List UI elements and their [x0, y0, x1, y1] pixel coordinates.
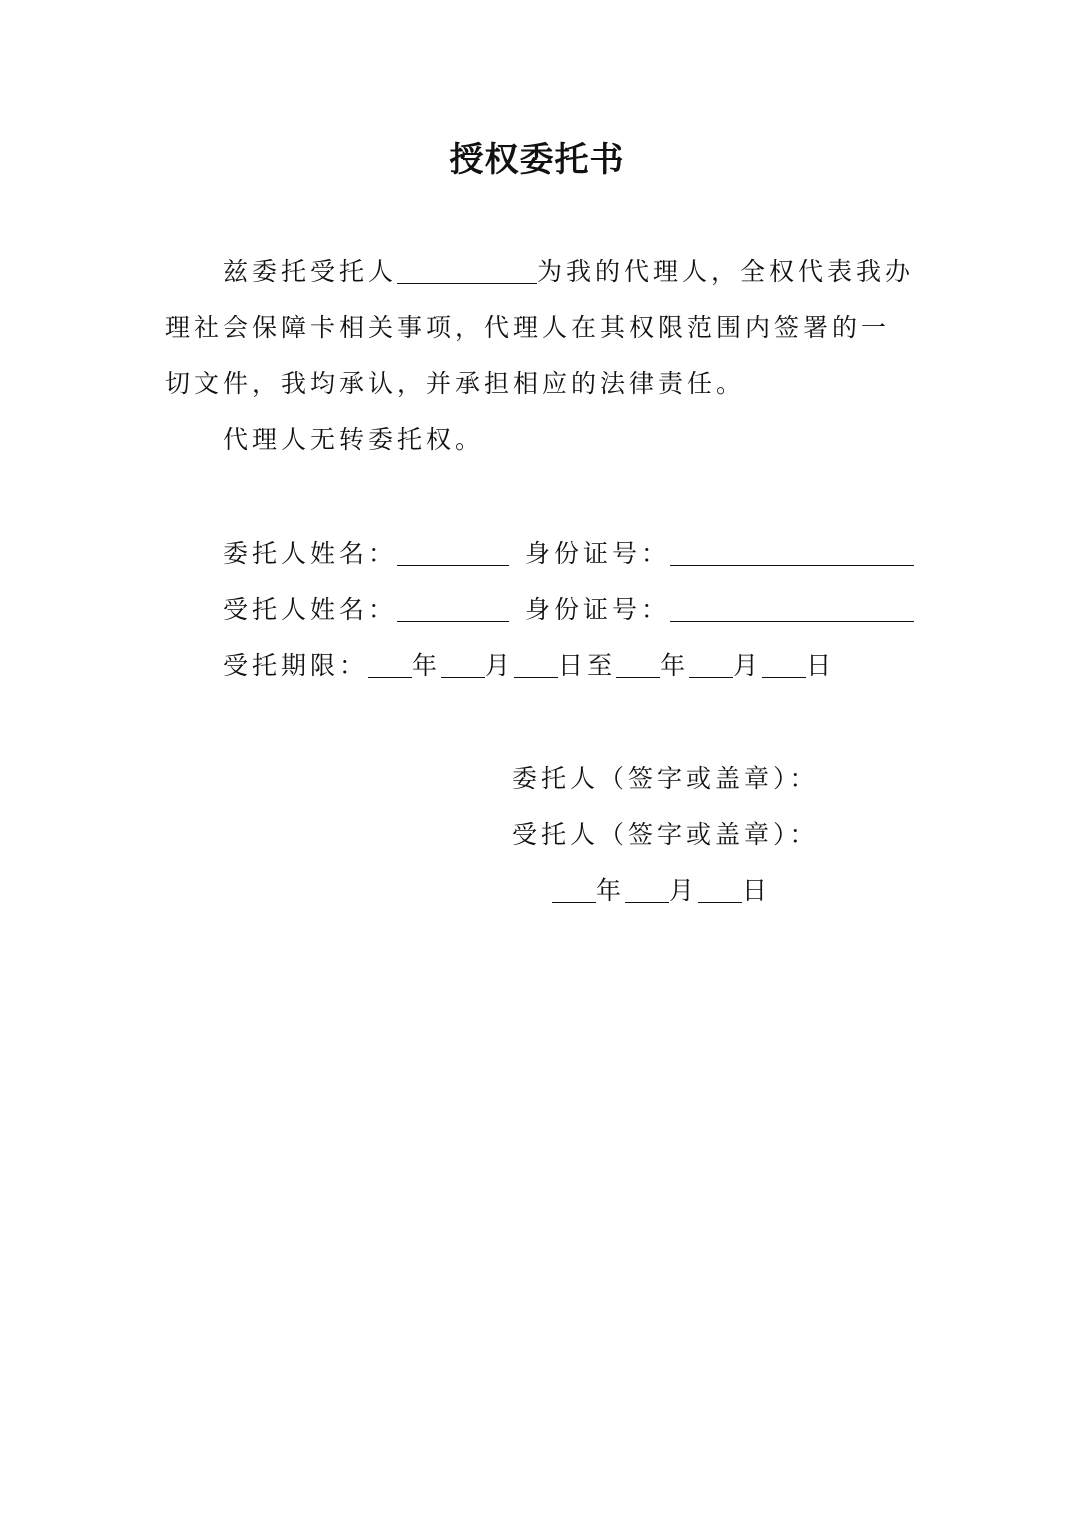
- paragraph-authorization: [165, 244, 915, 412]
- agent-name-blank-2[interactable]: [397, 595, 509, 622]
- year-text: 年: [596, 876, 626, 905]
- start-year-blank[interactable]: [368, 651, 412, 678]
- month-text: 月: [485, 651, 515, 680]
- agent-name-label: 受托人姓名：: [223, 595, 398, 624]
- agent-signature-line: 受托人（签字或盖章）：: [512, 820, 819, 849]
- start-day-blank[interactable]: [514, 651, 558, 678]
- principal-id-blank[interactable]: [670, 539, 914, 566]
- principal-id-label: 身份证号：: [525, 539, 671, 568]
- end-year-blank[interactable]: [616, 651, 660, 678]
- end-day-blank[interactable]: [762, 651, 806, 678]
- sign-year-blank[interactable]: [552, 876, 596, 903]
- year-text: 年: [412, 651, 442, 680]
- term-label: 受托期限：: [223, 651, 369, 680]
- month-text: 月: [669, 876, 699, 905]
- sign-month-blank[interactable]: [625, 876, 669, 903]
- agent-row: [223, 593, 914, 627]
- principal-name-label: 委托人姓名：: [223, 539, 398, 568]
- agent-name-blank[interactable]: [397, 257, 537, 284]
- end-month-blank[interactable]: [689, 651, 733, 678]
- principal-name-blank[interactable]: [397, 539, 509, 566]
- day-text: 日: [558, 651, 588, 680]
- signature-date-row: [552, 874, 771, 908]
- agent-id-blank[interactable]: [670, 595, 914, 622]
- month-text: 月: [733, 651, 763, 680]
- start-month-blank[interactable]: [441, 651, 485, 678]
- to-text: 至: [587, 651, 617, 680]
- principal-signature-line: 委托人（签字或盖章）：: [512, 764, 819, 793]
- year-text: 年: [660, 651, 690, 680]
- term-row: [223, 649, 835, 683]
- day-text: 日: [806, 651, 836, 680]
- paragraph-no-delegation: 代理人无转委托权。: [223, 425, 485, 454]
- agent-id-label: 身份证号：: [525, 595, 671, 624]
- principal-row: [223, 537, 914, 571]
- document-title: 授权委托书: [449, 140, 625, 180]
- sign-day-blank[interactable]: [698, 876, 742, 903]
- day-text: 日: [742, 876, 772, 905]
- paragraph-lead: 兹委托受托人: [223, 257, 398, 286]
- paragraph-rest: 为我的代理人，全权代表我办理社会保障卡相关事项，代理人在其权限范围内签署的一切文件，我均承认，并承担相应的法律责任。: [165, 257, 915, 398]
